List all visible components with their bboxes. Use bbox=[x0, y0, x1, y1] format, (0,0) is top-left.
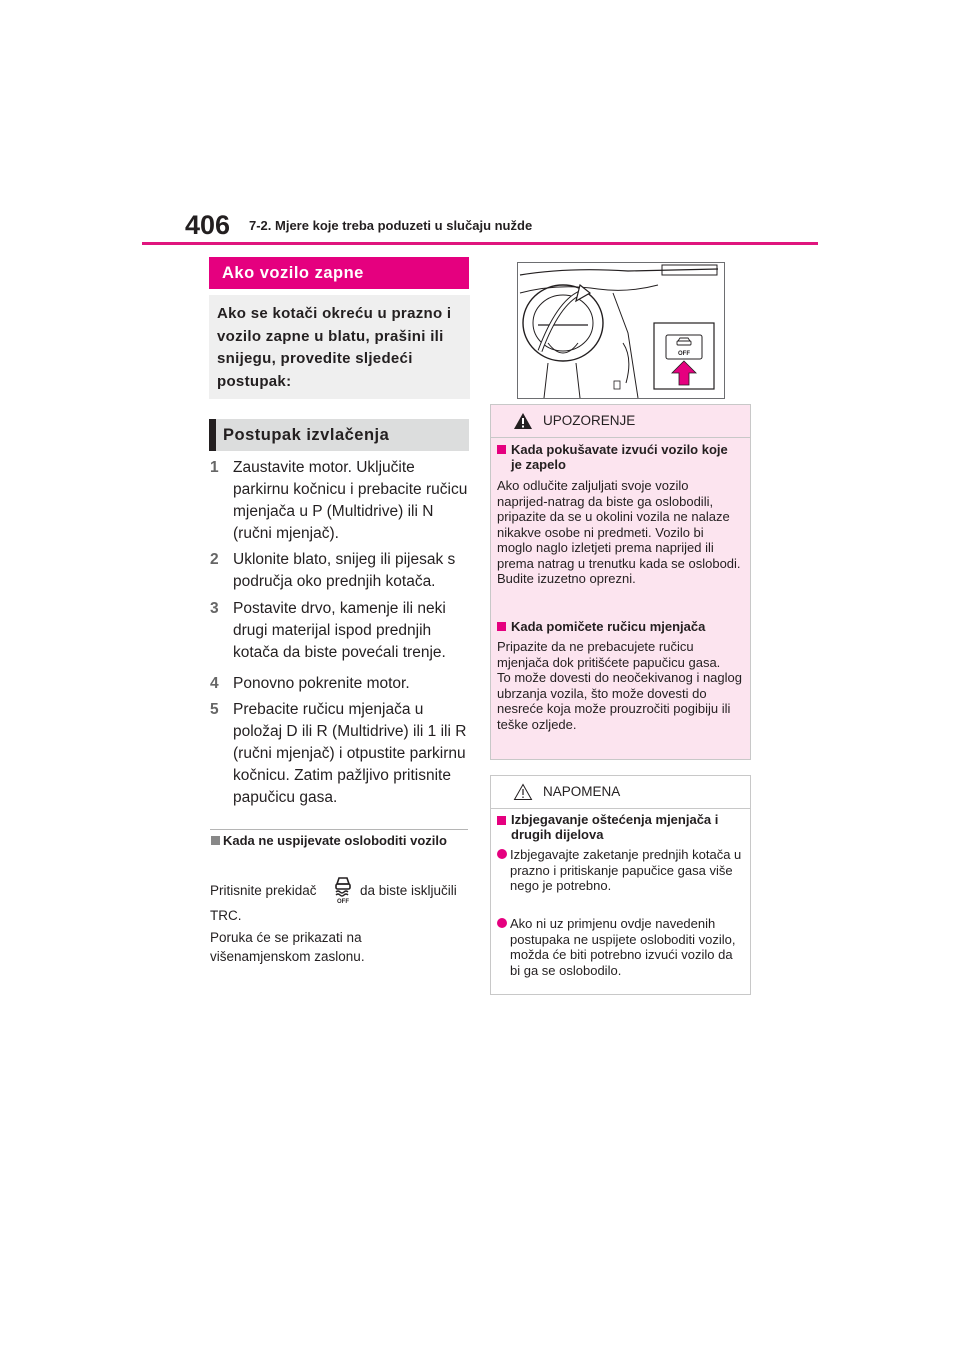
warning-header bbox=[491, 405, 750, 437]
warning-icon bbox=[513, 412, 533, 430]
warning-item-1-title: Kada pokušavate izvući vozilo koje je zapelo bbox=[511, 442, 728, 472]
step-text: Prebacite ručicu mjenjača u položaj D ili R (Multidrive) ili 1 ili R (ručni mjenjač) i otpustite parkirnu kočnicu. Zatim pažljivo pritisnite papučicu gasa. bbox=[233, 701, 467, 806]
warning-title: UPOZORENJE bbox=[543, 413, 636, 428]
svg-text:OFF: OFF bbox=[337, 899, 349, 905]
warning-item-2-text: Pripazite da ne prebacujete ručicu mjenjača dok pritišćete papučicu gasa. To može dovesti do neočekivanog i naglog ubrzanja vozila, što može dovesti do nesreće koja može prouzročiti pogibiju ili teške ozljede. bbox=[497, 639, 742, 732]
switch-label: OFF bbox=[678, 351, 690, 357]
page-number: 406 bbox=[185, 210, 231, 240]
header-rule bbox=[142, 242, 818, 245]
note-header bbox=[491, 776, 750, 807]
note-heading: Izbjegavanje oštećenja mjenjača i drugih dijelova bbox=[511, 812, 719, 842]
procedure-heading bbox=[209, 419, 469, 451]
subsection-rule bbox=[210, 829, 468, 830]
square-bullet-icon bbox=[497, 622, 506, 631]
round-bullet-icon bbox=[497, 849, 507, 859]
square-bullet-icon bbox=[497, 445, 506, 454]
step-text: Ponovno pokrenite motor. bbox=[233, 675, 410, 692]
square-bullet-icon bbox=[497, 816, 506, 825]
step-number: 3 bbox=[210, 600, 219, 617]
warning-box bbox=[490, 404, 751, 760]
subsection-text-after-icon: da biste isključili bbox=[360, 883, 457, 898]
step-number: 1 bbox=[210, 459, 219, 476]
warning-item-2-title: Kada pomičete ručicu mjenjača bbox=[511, 619, 706, 634]
procedure-title: Postupak izvlačenja bbox=[223, 426, 390, 444]
subsection-title: Kada ne uspijevate osloboditi vozilo bbox=[223, 833, 447, 848]
note-title: NAPOMENA bbox=[543, 784, 621, 799]
trc-off-icon bbox=[332, 875, 354, 905]
round-bullet-icon bbox=[497, 918, 507, 928]
square-bullet-icon bbox=[211, 836, 220, 845]
subsection-line-3: Poruka će se prikazati na bbox=[210, 930, 362, 945]
step-text: Postavite drvo, kamenje ili neki drugi materijal ispod prednjih kotača da biste povećali trenje. bbox=[233, 600, 446, 661]
subsection-text-before-icon: Pritisnite prekidač bbox=[210, 883, 317, 898]
heading-marker bbox=[209, 419, 216, 451]
section-heading bbox=[209, 257, 469, 289]
note-rule bbox=[491, 808, 750, 809]
warning-rule bbox=[491, 437, 750, 438]
note-box bbox=[490, 775, 751, 995]
step-number: 5 bbox=[210, 701, 219, 718]
chapter-title: 7-2. Mjere koje treba poduzeti u slučaju nužde bbox=[249, 218, 533, 233]
intro-box bbox=[209, 295, 470, 399]
note-bullet-2: Ako ni uz primjenu ovdje navedenih postupaka ne uspijete osloboditi vozilo, možda će biti potrebno izvući vozilo da bi ga se oslobodilo. bbox=[510, 916, 736, 978]
subsection-line-1 bbox=[210, 881, 317, 901]
subsection-line-4: višenamjenskom zaslonu. bbox=[210, 949, 365, 964]
section-title: Ako vozilo zapne bbox=[222, 264, 364, 282]
step-number: 2 bbox=[210, 551, 219, 568]
dashboard-illustration bbox=[517, 262, 725, 399]
caution-outline-icon bbox=[513, 783, 533, 801]
note-bullet-1: Izbjegavajte zaketanje prednjih kotača u prazno i pritiskanje papučice gasa više nego je potrebno. bbox=[510, 847, 742, 893]
step-number: 4 bbox=[210, 675, 219, 692]
warning-item-1-text: Ako odlučite zaljuljati svoje vozilo naprijed-natrag da biste ga oslobodili, pripazite da se u okolini vozila ne nalaze nikakve osobe ni predmeti. Vozilo bi moglo naglo izletjeti prema naprijed ili prema natrag u trenutku kada se oslobodi. Budite izuzetno oprezni. bbox=[497, 478, 741, 586]
step-text: Zaustavite motor. Uključite parkirnu kočnicu i prebacite ručicu mjenjača u P (Multidrive) ili N (ručni mjenjač). bbox=[233, 459, 468, 542]
subsection-line-2: TRC. bbox=[210, 908, 242, 923]
intro-text: Ako se kotači okreću u prazno i vozilo zapne u blatu, prašini ili snijegu, provedite sljedeći postupak: bbox=[217, 305, 452, 390]
step-text: Uklonite blato, snijeg ili pijesak s područja oko prednjih kotača. bbox=[233, 551, 456, 590]
